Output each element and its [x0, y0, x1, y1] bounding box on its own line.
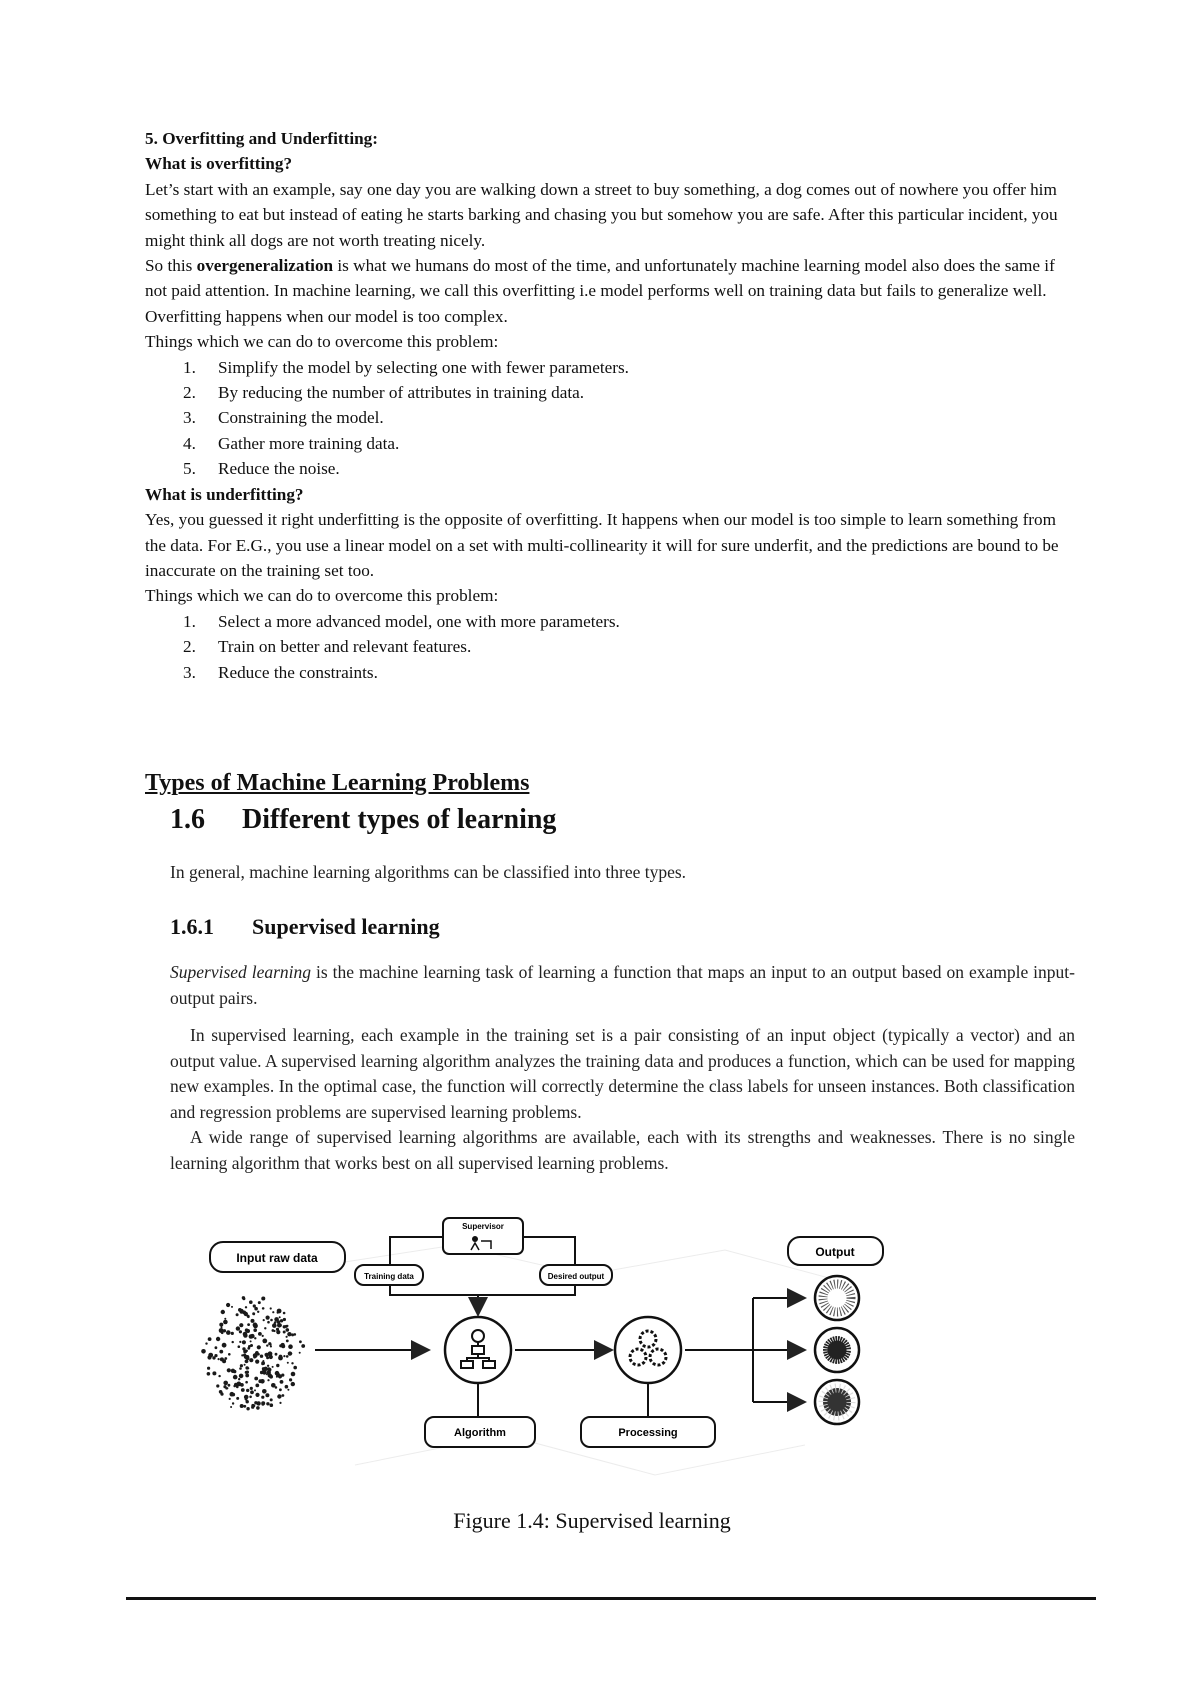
intro-text: In general, machine learning algorithms can be classified into three types.	[170, 862, 687, 882]
list-item	[145, 609, 1065, 634]
section-number: 1.6	[170, 804, 205, 835]
overgeneralization-paragraph	[145, 253, 1065, 304]
footer-rule	[126, 1597, 1096, 1600]
processing-box	[581, 1417, 715, 1447]
overfitting-cause: Overfitting happens when our model is too complex.	[145, 306, 508, 326]
gears-icon	[615, 1317, 681, 1383]
underfitting-remedies-list	[145, 609, 1065, 685]
section-heading: 5. Overfitting and Underfitting:	[145, 129, 378, 148]
list-item	[145, 355, 1065, 380]
overfitting-question: What is overfitting?	[145, 154, 293, 174]
remedies-intro: Things which we can do to overcome this problem:	[145, 586, 499, 606]
list-item	[145, 456, 1065, 481]
types-heading: Types of Machine Learning Problems	[145, 770, 530, 796]
list-number: 2.	[183, 637, 196, 657]
output-grid-icon	[815, 1276, 859, 1424]
processing-label: Processing	[618, 1427, 678, 1439]
desired-label: Desired output	[547, 1272, 605, 1281]
book-body	[170, 960, 1075, 1176]
list-item	[145, 634, 1065, 659]
scatter-data-icon	[201, 1296, 305, 1410]
list-text: Select a more advanced model, one with more parameters.	[218, 611, 620, 631]
training-data-box	[355, 1265, 423, 1285]
list-number: 5.	[183, 459, 196, 479]
input-label: Input raw data	[236, 1251, 318, 1265]
list-item	[145, 380, 1065, 405]
list-number: 4.	[183, 433, 196, 453]
book-subsection-heading	[170, 914, 440, 940]
list-number: 1.	[183, 357, 196, 377]
text-run: is what we humans do most of the time, and unfortunately machine learning model also does the same if not paid attention. In machine learning, we call this overfitting i.e model performs well on training data but fails to generalize well.	[145, 256, 1055, 301]
list-text: Gather more training data.	[218, 433, 400, 453]
underfitting-paragraph: Yes, you guessed it right underfitting is the opposite of overfitting. It happens when our model is too simple to learn something from the data. For E.G., you use a linear model on a set with multi-collinearity it will for sure underfit, and the predictions are bound to be inaccurate on the training set too.	[145, 510, 1059, 580]
list-number: 1.	[183, 611, 196, 631]
supervisor-box	[443, 1218, 523, 1254]
defined-term: Supervised learning	[170, 962, 312, 982]
algorithm-label: Algorithm	[454, 1427, 506, 1439]
list-number: 2.	[183, 383, 196, 403]
supervisor-label: Supervisor	[462, 1222, 504, 1231]
subsection-number: 1.6.1	[170, 914, 214, 939]
output-label: Output	[815, 1245, 855, 1259]
flowchart-icon	[445, 1317, 511, 1383]
overfitting-remedies-list	[145, 355, 1065, 482]
output-box	[788, 1237, 883, 1265]
overgeneralization-term: overgeneralization	[196, 256, 334, 276]
definition-paragraph	[170, 960, 1075, 1011]
caption-text: Figure 1.4: Supervised learning	[453, 1508, 731, 1533]
list-text: Simplify the model by selecting one with fewer parameters.	[218, 357, 629, 377]
overfitting-section	[145, 126, 1065, 685]
section-title: Different types of learning	[242, 804, 557, 835]
list-text: Reduce the noise.	[218, 459, 340, 479]
figure-caption	[0, 1508, 1200, 1534]
desired-output-box	[540, 1265, 612, 1285]
text-run: is the machine learning task of learning a function that maps an input to an output based on example input-output pairs.	[170, 962, 1075, 1008]
book-intro	[170, 860, 1075, 886]
list-text: Constraining the model.	[218, 408, 384, 428]
remedies-intro: Things which we can do to overcome this problem:	[145, 332, 499, 352]
algorithm-box	[425, 1417, 535, 1447]
dog-example-paragraph: Let’s start with an example, say one day you are walking down a street to buy something, a dog comes out of nowhere you offer him something to eat but instead of eating he starts barking and chasing you but somehow you are safe. After this particular incident, you might think all dogs are not worth treating nicely.	[145, 179, 1058, 250]
training-label: Training data	[364, 1272, 414, 1281]
input-raw-data-box	[210, 1242, 345, 1272]
underfitting-question: What is underfitting?	[145, 484, 304, 504]
list-number: 3.	[183, 662, 196, 682]
list-number: 3.	[183, 408, 196, 428]
supervised-paragraph: In supervised learning, each example in the training set is a pair consisting of an input object (typically a vector) and an output value. A supervised learning algorithm analyzes the training data and produces a function, which can be used for mapping new examples. In the optimal case, the function will correctly determine the class labels for unseen instances. Both classification and regression problems are supervised learning problems.	[170, 1025, 1075, 1122]
list-text: By reducing the number of attributes in training data.	[218, 383, 585, 403]
list-item	[145, 431, 1065, 456]
book-section-heading	[170, 804, 556, 836]
text-run: So this	[145, 256, 197, 276]
supervised-learning-figure	[205, 1222, 905, 1495]
list-text: Reduce the constraints.	[218, 662, 378, 682]
list-item	[145, 660, 1065, 685]
subsection-title: Supervised learning	[252, 914, 440, 939]
list-item	[145, 405, 1065, 430]
list-text: Train on better and relevant features.	[218, 637, 472, 657]
algorithms-paragraph: A wide range of supervised learning algorithms are available, each with its strengths and weaknesses. There is no single learning algorithm that works best on all supervised learning problems.	[170, 1127, 1075, 1173]
